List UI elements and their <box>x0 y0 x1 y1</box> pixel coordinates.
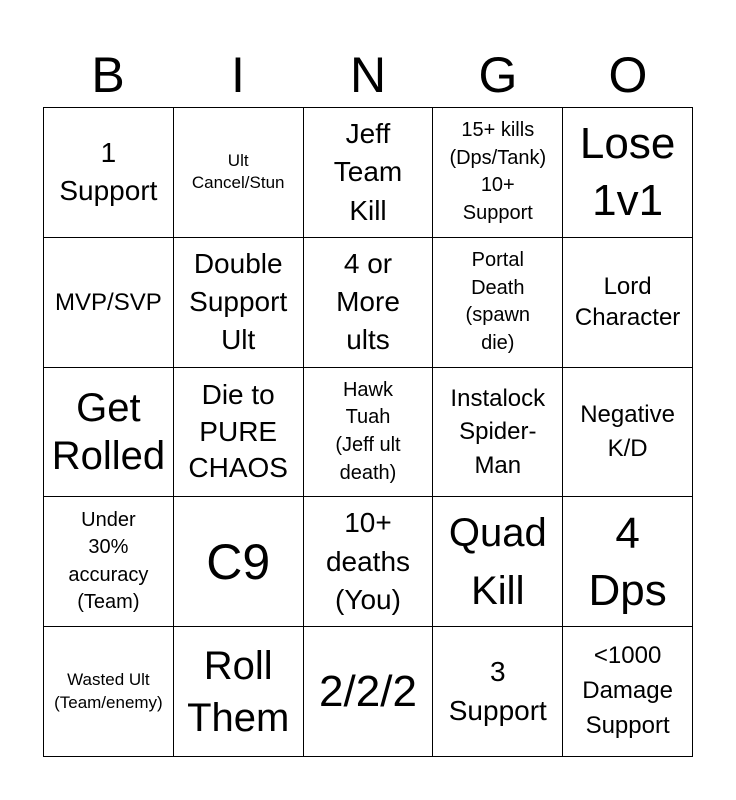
cell-label: Jeff Team Kill <box>333 117 403 226</box>
bingo-cell-r4-c4[interactable] <box>433 497 563 627</box>
bingo-cell-r3-c2[interactable] <box>174 368 304 498</box>
cell-label: Negative K/D <box>580 401 675 462</box>
cell-label: 4 Dps <box>588 508 667 615</box>
bingo-cell-r4-c5[interactable] <box>563 497 693 627</box>
cell-label: C9 <box>206 533 271 590</box>
cell-label: 10+ deaths (You) <box>325 507 411 615</box>
cell-label: Double Support Ult <box>189 247 288 356</box>
cell-label: Under 30% accuracy (Team) <box>68 508 149 614</box>
bingo-cell-r3-c3[interactable] <box>304 368 434 498</box>
bingo-cell-r2-c2[interactable] <box>174 238 304 368</box>
cell-label: 3 Support <box>448 656 547 726</box>
bingo-cell-r1-c2[interactable] <box>174 108 304 238</box>
bingo-cell-r5-c4[interactable] <box>433 627 563 757</box>
cell-label: Lord Character <box>574 273 681 332</box>
cell-label: 15+ kills (Dps/Tank) 10+ Support <box>449 119 547 224</box>
bingo-cell-r4-c2[interactable] <box>174 497 304 627</box>
cell-label: Hawk Tuah (Jeff ult death) <box>335 378 401 484</box>
bingo-cell-r5-c1[interactable] <box>44 627 174 757</box>
bingo-cell-r5-c5[interactable] <box>563 627 693 757</box>
bingo-cell-r4-c1[interactable] <box>44 497 174 627</box>
cell-label: Lose 1v1 <box>579 119 676 226</box>
bingo-cell-r1-c3[interactable] <box>304 108 434 238</box>
bingo-cell-r1-c1[interactable] <box>44 108 174 238</box>
bingo-cell-r2-c3[interactable] <box>304 238 434 368</box>
header-letter-g: G <box>478 47 518 103</box>
header-letter-n: N <box>349 47 387 103</box>
bingo-cell-r5-c2[interactable] <box>174 627 304 757</box>
bingo-header <box>43 40 693 108</box>
bingo-board <box>43 107 693 757</box>
cell-label: Ult Cancel/Stun <box>191 150 285 193</box>
cell-label: 1 Support <box>59 137 158 207</box>
cell-label: MVP/SVP <box>55 288 162 316</box>
cell-label: 4 or More ults <box>336 247 400 356</box>
bingo-cell-r3-c5[interactable] <box>563 368 693 498</box>
bingo-cell-r4-c3[interactable] <box>304 497 434 627</box>
header-letter-b: B <box>91 47 125 103</box>
cell-label: Die to PURE CHAOS <box>188 379 288 484</box>
cell-label: Roll Them <box>187 643 290 740</box>
cell-label: Wasted Ult (Team/enemy) <box>54 669 163 712</box>
bingo-cell-r5-c3[interactable] <box>304 627 434 757</box>
cell-label: Portal Death (spawn die) <box>465 249 531 354</box>
cell-label: Quad Kill <box>448 510 547 613</box>
header-letter-i: I <box>231 47 245 103</box>
bingo-cell-r3-c1[interactable] <box>44 368 174 498</box>
cell-label: Get Rolled <box>51 385 166 478</box>
bingo-cell-r2-c5[interactable] <box>563 238 693 368</box>
bingo-cell-r2-c4[interactable] <box>433 238 563 368</box>
header-letter-o: O <box>608 47 648 103</box>
cell-label: 2/2/2 <box>319 667 417 716</box>
bingo-cell-r2-c1[interactable] <box>44 238 174 368</box>
bingo-cell-r1-c4[interactable] <box>433 108 563 238</box>
cell-label: Instalock Spider- Man <box>450 384 546 479</box>
bingo-cell-r1-c5[interactable] <box>563 108 693 238</box>
bingo-cell-r3-c4[interactable] <box>433 368 563 498</box>
cell-label: <1000 Damage Support <box>582 642 673 739</box>
